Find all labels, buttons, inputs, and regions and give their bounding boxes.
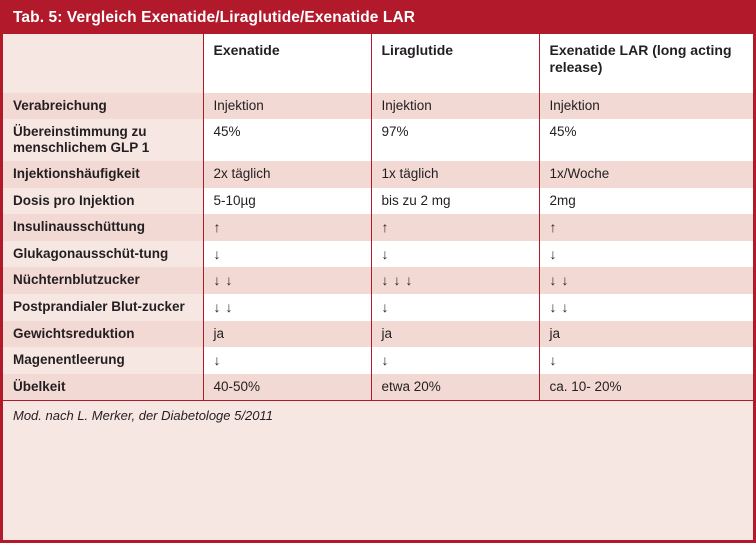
row-value: ↓ <box>371 294 539 321</box>
row-value: ja <box>371 321 539 347</box>
row-value: ca. 10- 20% <box>539 374 753 400</box>
table-row <box>3 267 753 294</box>
row-value: ↓ <box>371 347 539 374</box>
row-value: ↓ <box>203 347 371 374</box>
comparison-table <box>3 34 753 400</box>
row-label: Nüchternblutzucker <box>3 267 203 294</box>
table-row <box>3 374 753 400</box>
row-label: Postprandialer Blut-zucker <box>3 294 203 321</box>
row-value: ja <box>539 321 753 347</box>
row-value: ↑ <box>371 214 539 241</box>
row-value: ↑ <box>539 214 753 241</box>
header-cell-exenatide: Exenatide <box>203 34 371 93</box>
row-value: ↓↓ <box>203 267 371 294</box>
header-cell-corner <box>3 34 203 93</box>
row-label: Insulinausschüttung <box>3 214 203 241</box>
row-value: 40-50% <box>203 374 371 400</box>
table-row <box>3 161 753 187</box>
table-row <box>3 347 753 374</box>
row-value: ↓↓ <box>539 267 753 294</box>
row-value: Injektion <box>203 93 371 119</box>
table-row <box>3 214 753 241</box>
table-row <box>3 119 753 161</box>
row-value: 45% <box>203 119 371 161</box>
row-value: ↓ <box>371 241 539 268</box>
table-title: Tab. 5: Vergleich Exenatide/Liraglutide/Exenatide LAR <box>3 3 753 34</box>
header-cell-exenatide-lar: Exenatide LAR (long acting release) <box>539 34 753 93</box>
row-value: Injektion <box>539 93 753 119</box>
row-label: Übereinstimmung zu menschlichem GLP 1 <box>3 119 203 161</box>
table-source-note: Mod. nach L. Merker, der Diabetologe 5/2011 <box>3 400 753 540</box>
row-value: 1x täglich <box>371 161 539 187</box>
header-cell-liraglutide: Liraglutide <box>371 34 539 93</box>
row-label: Gewichtsreduktion <box>3 321 203 347</box>
row-value: ↓ <box>539 347 753 374</box>
row-value: ↓ <box>539 241 753 268</box>
row-value: ↓ <box>203 241 371 268</box>
row-value: 2mg <box>539 188 753 214</box>
table-row <box>3 93 753 119</box>
row-label: Injektionshäufigkeit <box>3 161 203 187</box>
row-label: Übelkeit <box>3 374 203 400</box>
row-label: Dosis pro Injektion <box>3 188 203 214</box>
row-value: ↓↓ <box>539 294 753 321</box>
table-row <box>3 321 753 347</box>
row-value: ↓↓↓ <box>371 267 539 294</box>
row-value: etwa 20% <box>371 374 539 400</box>
row-value: 45% <box>539 119 753 161</box>
row-value: 5-10µg <box>203 188 371 214</box>
table-row <box>3 294 753 321</box>
row-value: ↑ <box>203 214 371 241</box>
row-value: 97% <box>371 119 539 161</box>
table-row <box>3 241 753 268</box>
row-label: Magenentleerung <box>3 347 203 374</box>
table-header-row <box>3 34 753 93</box>
row-value: ↓↓ <box>203 294 371 321</box>
row-value: 2x täglich <box>203 161 371 187</box>
row-value: Injektion <box>371 93 539 119</box>
row-value: 1x/Woche <box>539 161 753 187</box>
table-row <box>3 188 753 214</box>
row-label: Glukagonausschüt-tung <box>3 241 203 268</box>
row-label: Verabreichung <box>3 93 203 119</box>
row-value: ja <box>203 321 371 347</box>
row-value: bis zu 2 mg <box>371 188 539 214</box>
